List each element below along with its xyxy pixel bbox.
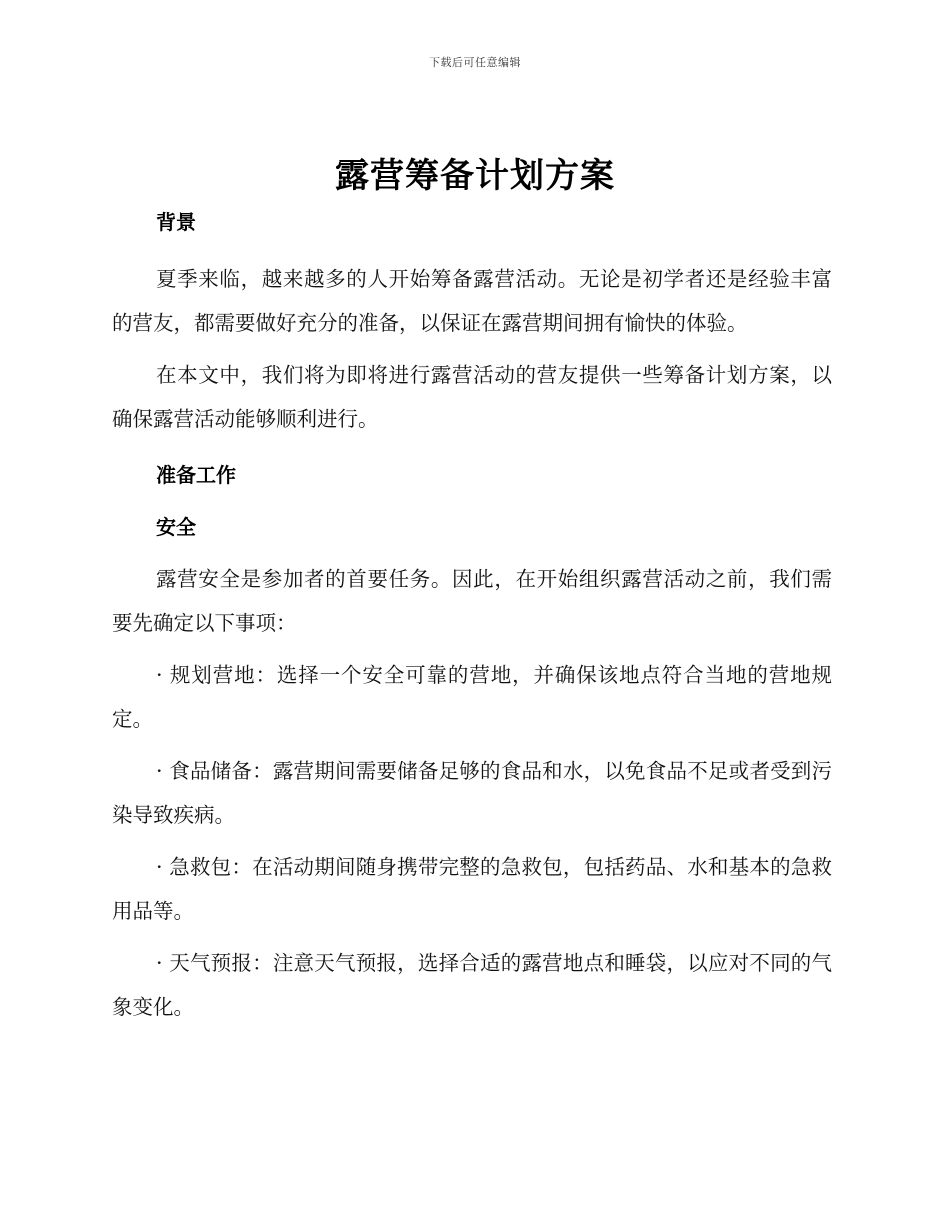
section-heading-safety: 安全: [156, 515, 196, 539]
list-item: · 规划营地：选择一个安全可靠的营地，并确保该地点符合当地的营地规定。: [112, 663, 832, 731]
list-item: · 食品储备：露营期间需要储备足够的食品和水，以免食品不足或者受到污染导致疾病。: [112, 759, 832, 827]
list-item: · 天气预报：注意天气预报，选择合适的露营地点和睡袋，以应对不同的气象变化。: [112, 951, 832, 1019]
header-note: 下载后可任意编辑: [429, 56, 521, 69]
paragraph-safety-intro: 露营安全是参加者的首要任务。因此，在开始组织露营活动之前，我们需要先确定以下事项：: [112, 567, 832, 635]
paragraph-background-2: 在本文中，我们将为即将进行露营活动的营友提供一些筹备计划方案，以确保露营活动能够顺利进行。: [112, 363, 832, 431]
list-item: · 急救包：在活动期间随身携带完整的急救包，包括药品、水和基本的急救用品等。: [112, 855, 832, 923]
document-body: [112, 200, 832, 1037]
section-heading-background: 背景: [156, 210, 196, 234]
page-title: 露营筹备计划方案: [335, 156, 615, 196]
section-heading-preparation: 准备工作: [156, 463, 236, 487]
paragraph-background-1: 夏季来临，越来越多的人开始筹备露营活动。无论是初学者还是经验丰富的营友，都需要做好充分的准备，以保证在露营期间拥有愉快的体验。: [112, 267, 832, 335]
